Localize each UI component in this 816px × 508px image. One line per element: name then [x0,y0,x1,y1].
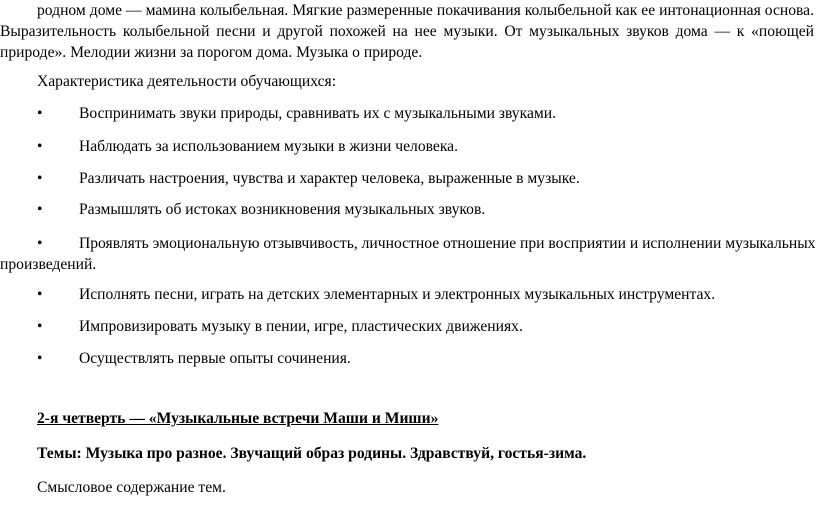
bullet-marker: • [37,350,43,367]
intro-paragraph: родном доме — мамина колыбельная. Мягкие размеренные покачивания колыбельной как ее интонационная основа. Выразительность колыбельной песни и другой похожей на нее музыки. От музыкальных звуков дома — к «поющей природе». Мелодии жизни за порогом дома. Музыка о природе. [0,2,814,61]
list-item-text: Воспринимать звуки природы, сравнивать их с музыкальными звуками. [79,105,556,122]
bullet-marker: • [37,170,43,187]
topics-line: Темы: Музыка про разное. Звучащий образ родины. Здравствуй, гостья-зима. [37,445,587,462]
bullet-marker: • [37,318,43,335]
bullet-marker: • [37,235,43,252]
quarter-heading: 2-я четверть — «Музыкальные встречи Маши и Миши» [37,410,439,427]
list-item-text: Различать настроения, чувства и характер человека, выраженные в музыке. [79,170,580,187]
characteristics-heading: Характеристика деятельности обучающихся: [37,73,337,90]
bullet-marker: • [37,286,43,303]
meaning-line: Смысловое содержание тем. [37,479,226,496]
list-item-text: Наблюдать за использованием музыки в жизни человека. [79,138,458,155]
list-item [0,233,816,275]
list-item-text: Осуществлять первые опыты сочинения. [79,350,351,367]
list-item-text: Проявлять эмоциональную отзывчивость, личностное отношение при восприятии и исполнении музыкальных произведений. [0,235,816,273]
bullet-marker: • [37,105,43,122]
list-item-text: Исполнять песни, играть на детских элементарных и электронных музыкальных инструментах. [79,286,716,303]
bullet-marker: • [37,138,43,155]
list-item-text: Размышлять об истоках возникновения музыкальных звуков. [79,201,486,218]
list-item-text: Импровизировать музыку в пении, игре, пластических движениях. [79,318,523,335]
bullet-marker: • [37,201,43,218]
